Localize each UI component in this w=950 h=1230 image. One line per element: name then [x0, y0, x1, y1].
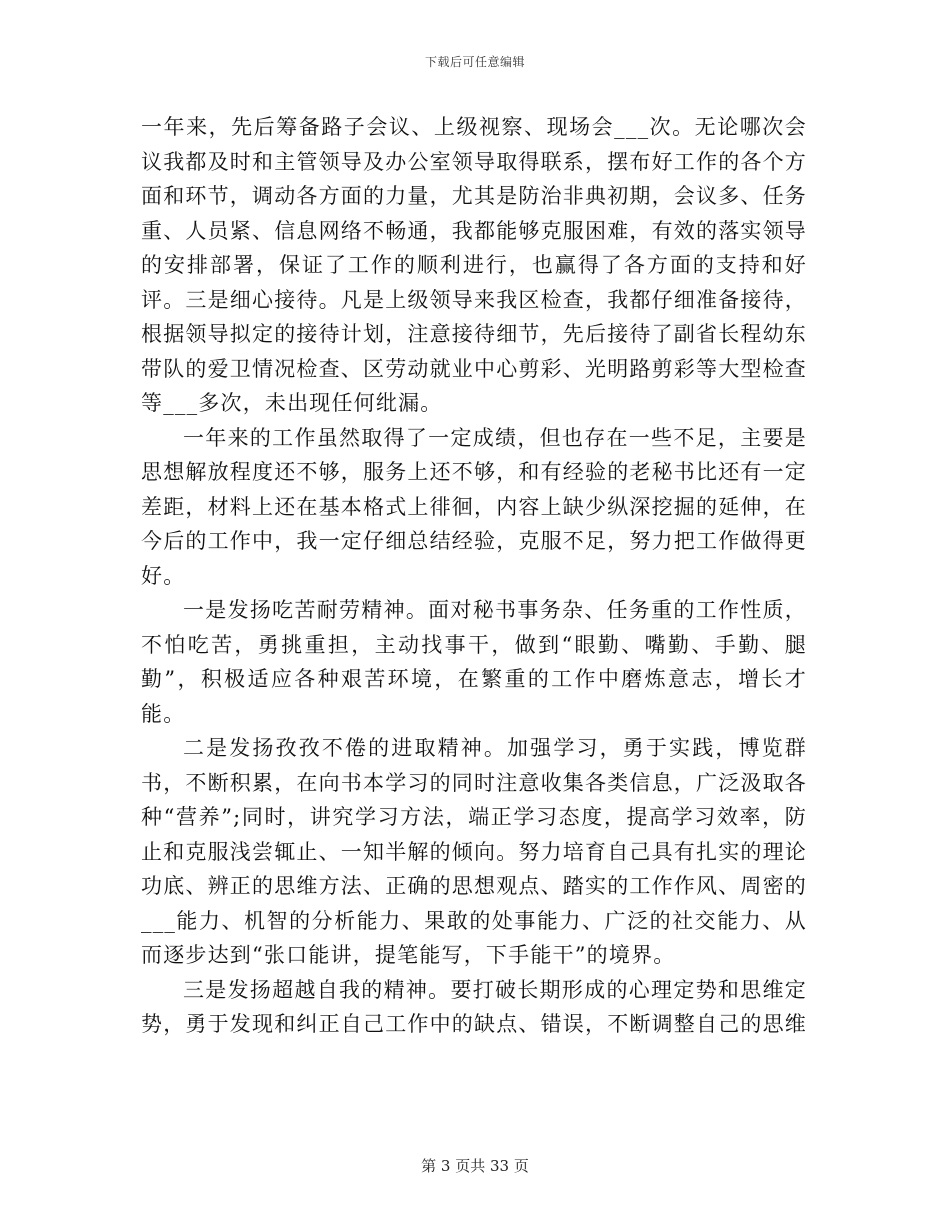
page-header: 下载后可任意编辑 [424, 55, 525, 69]
paragraph-shortcomings: 一年来的工作虽然取得了一定成绩，但也存在一些不足，主要是思想解放程度还不够，服务上还不够，和有经验的老秘书比还有一定差距，材料上还在基本格式上徘徊，内容上缺少纵深挖掘的延伸，在今后的工作中，我一定仔细总结经验，克服不足，努力把工作做得更好。 [141, 425, 807, 588]
paragraph-self-surpassing-spirit: 三是发扬超越自我的精神。要打破长期形成的心理定势和思维定势，勇于发现和纠正自己工作中的缺点、错误，不断调整自己的思维 [141, 977, 807, 1036]
document-body [141, 110, 807, 1042]
paragraph-meetings-reception: 一年来，先后筹备路子会议、上级视察、现场会___次。无论哪次会议我都及时和主管领导及办公室领导取得联系，摆布好工作的各个方面和环节，调动各方面的力量，尤其是防治非典初期，会议多、任务重、人员紧、信息网络不畅通，我都能够克服困难，有效的落实领导的安排部署，保证了工作的顺利进行，也赢得了各方面的支持和好评。三是细心接待。凡是上级领导来我区检查，我都仔细准备接待，根据领导拟定的接待计划，注意接待细节，先后接待了副省长程幼东带队的爱卫情况检查、区劳动就业中心剪彩、光明路剪彩等大型检查等___多次，未出现任何纰漏。 [141, 115, 807, 415]
paragraph-hardworking-spirit: 一是发扬吃苦耐劳精神。面对秘书事务杂、任务重的工作性质，不怕吃苦，勇挑重担，主动找事干，做到“眼勤、嘴勤、手勤、腿勤”，积极适应各种艰苦环境，在繁重的工作中磨炼意志，增长才能。 [141, 598, 807, 726]
page-number: 第 3 页共 33 页 [421, 1157, 529, 1175]
paragraph-progressive-spirit: 二是发扬孜孜不倦的进取精神。加强学习，勇于实践，博览群书，不断积累，在向书本学习的同时注意收集各类信息，广泛汲取各种“营养”;同时，讲究学习方法，端正学习态度，提高学习效率，防止和克服浅尝辄止、一知半解的倾向。努力培育自己具有扎实的理论功底、辨正的思维方法、正确的思想观点、踏实的工作作风、周密的___能力、机智的分析能力、果敢的处事能力、广泛的社交能力、从而逐步达到“张口能讲，提笔能写，下手能干”的境界。 [141, 736, 807, 967]
